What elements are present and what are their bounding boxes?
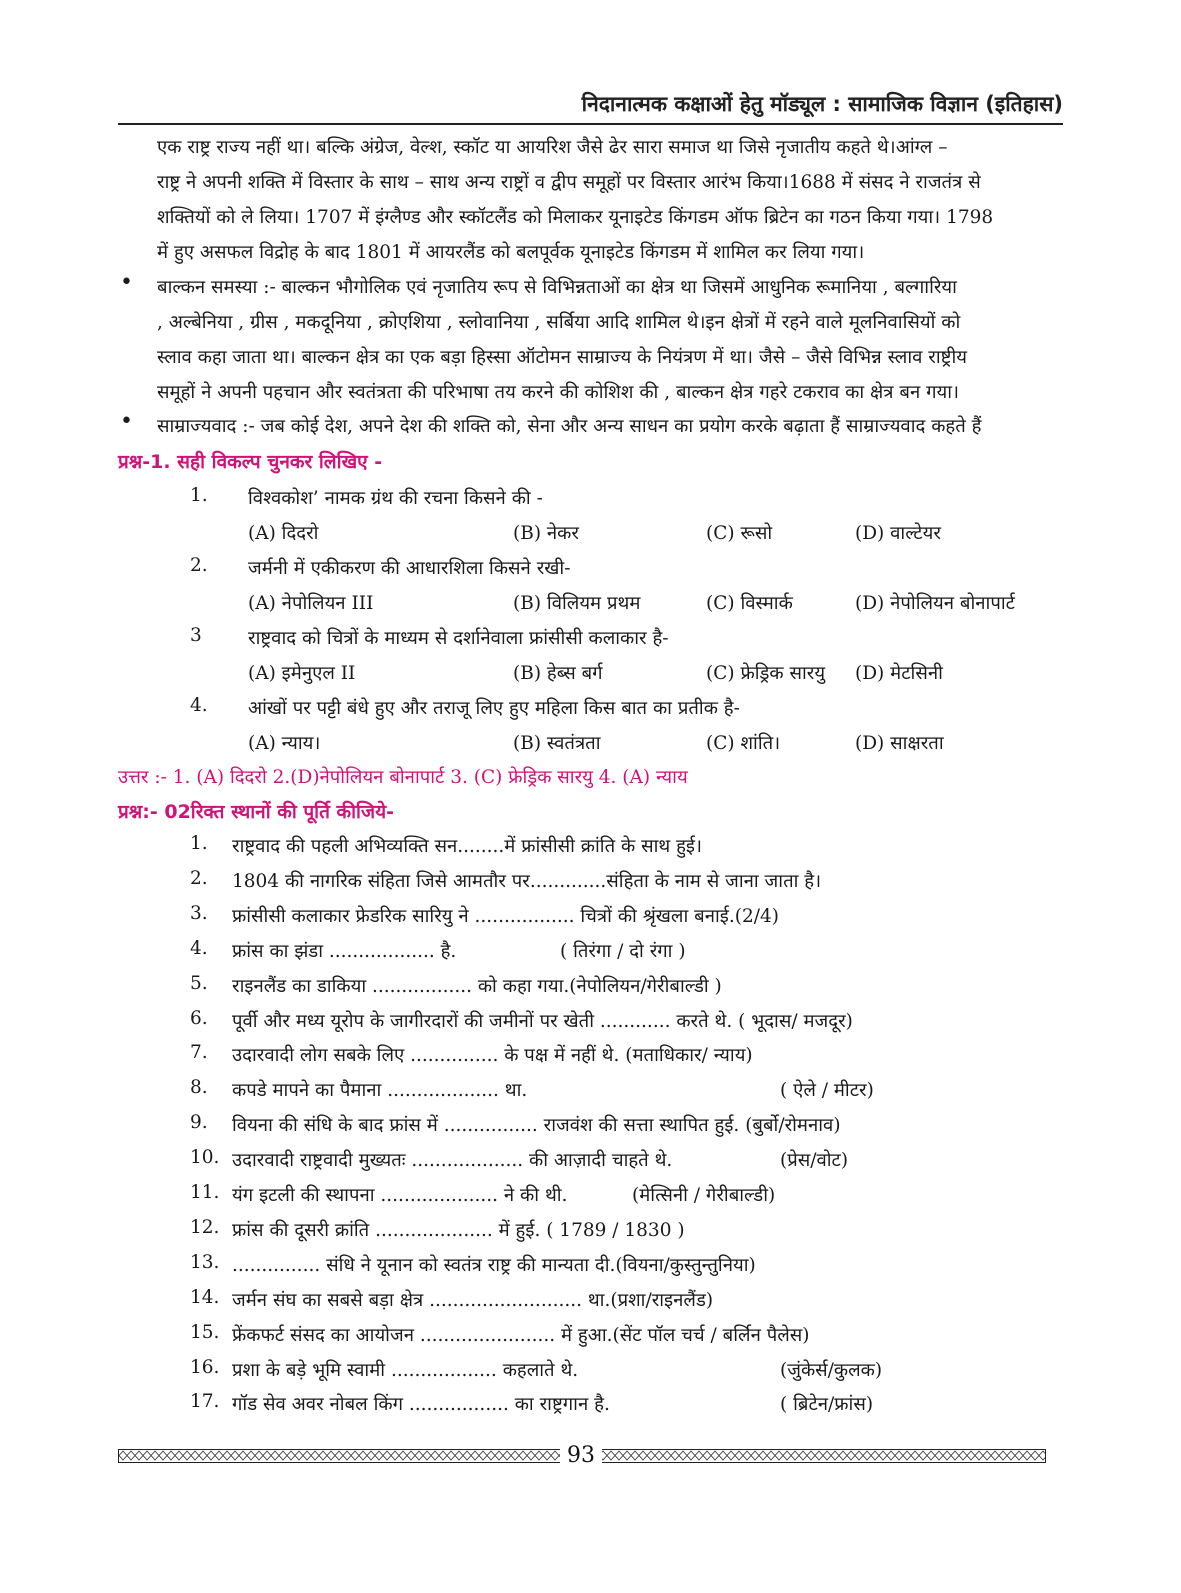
mcq-option-b: (B) हेब्स बर्ग: [513, 663, 603, 684]
running-header-title: निदानात्मक कक्षाओं हेतु मॉड्यूल : सामाजिक विज्ञान (इतिहास): [581, 92, 1063, 116]
blank-statement: जर्मन संघ का सबसे बड़ा क्षेत्र .......................... था.(प्रशा/राइनलैंड): [232, 1289, 714, 1311]
blank-options-hint: (जुंकेर्स/कुलक): [780, 1359, 883, 1381]
question-2-heading: प्रश्न:- 02रिक्त स्थानों की पूर्ति कीजिये-: [118, 801, 394, 823]
mcq-option-d: (D) साक्षरता: [855, 733, 944, 754]
mcq-option-d: (D) वाल्टेयर: [855, 523, 941, 544]
blank-statement: प्रशा के बड़े भूमि स्वामी .................. कहलाते थे.: [232, 1359, 579, 1381]
paragraph-line: , अल्बेनिया , ग्रीस , मकदूनिया , क्रोएशिया , स्लोवानिया , सर्बिया आदि शामिल थे।इन क्षेत्रों में रहने वाले मूलनिवासियों को: [157, 312, 961, 333]
paragraph-line: राष्ट्र ने अपनी शक्ति में विस्तार के साथ – साथ अन्य राष्ट्रों व द्वीप समूहों पर विस्तार आरंभ किया।1688 में संसद ने राजतंत्र से: [157, 172, 981, 193]
mcq-question: राष्ट्रवाद को चित्रों के माध्यम से दर्शानेवाला फ्रांसीसी कलाकार है-: [248, 628, 669, 649]
paragraph-line: में हुए असफल विद्रोह के बाद 1801 में आयरलैंड को बलपूर्वक यूनाइटेड किंगडम में शामिल कर लिया गया।: [157, 242, 865, 263]
blank-statement: उदारवादी लोग सबके लिए ............... के पक्ष में नहीं थे. (मताधिकार/ न्याय): [232, 1045, 753, 1067]
mcq-option-a: (A) न्याय।: [248, 733, 321, 754]
bullet-dot: •: [120, 270, 133, 295]
mcq-option-d: (D) मेटसिनी: [855, 663, 943, 684]
mcq-option-c: (C) रूसो: [706, 523, 773, 544]
mcq-option-b: (B) विलियम प्रथम: [513, 593, 641, 614]
blank-statement: पूर्वी और मध्य यूरोप के जागीरदारों की जमीनों पर खेती ............ करते थे. ( भूदास/ मजदूर): [232, 1010, 853, 1032]
paragraph-line: साम्राज्यवाद :- जब कोई देश, अपने देश की शक्ति को, सेना और अन्य साधन का प्रयोग करके बढ़ाता हैं साम्राज्यवाद कहते हैं: [157, 416, 982, 437]
blank-number: 15.: [190, 1321, 220, 1343]
answer-key: उत्तर :- 1. (A) दिदरो 2.(D)नेपोलियन बोनापार्ट 3. (C) फ्रेड्रिक सारयु 4. (A) न्याय: [118, 767, 688, 788]
blank-number: 8.: [190, 1077, 208, 1099]
blank-statement: फ्रेंकफर्ट संसद का आयोजन ....................... में हुआ.(सेंट पॉल चर्च / बर्लिन पैलेस): [232, 1324, 810, 1346]
blank-number: 1.: [190, 833, 208, 854]
header-divider: [118, 123, 1063, 125]
mcq-option-b: (B) स्वतंत्रता: [513, 733, 601, 754]
blank-statement: यंग इटली की स्थापना .................... ने की थी.: [232, 1185, 568, 1206]
mcq-option-b: (B) नेकर: [513, 523, 579, 544]
blank-number: 6.: [190, 1007, 208, 1029]
paragraph-line: शक्तियों को ले लिया। 1707 में इंग्लैण्ड और स्कॉटलैंड को मिलाकर यूनाइटेड किंगडम ऑफ ब्रिटेन का गठन किया गया। 1798: [157, 207, 994, 228]
blank-number: 9.: [190, 1112, 208, 1134]
bullet-balkan-problem: [157, 270, 1062, 410]
blank-statement: उदारवादी राष्ट्रवादी मुख्यतः ................... की आज़ादी चाहते थे.: [232, 1150, 673, 1172]
blank-statement: वियना की संधि के बाद फ्रांस में ................ राजवंश की सत्ता स्थापित हुई. (बुर्बो/रोमनाव): [232, 1115, 841, 1137]
page-number: 93: [560, 1440, 602, 1472]
intro-paragraph: [157, 130, 1057, 270]
mcq-question: जर्मनी में एकीकरण की आधारशिला किसने रखी-: [248, 558, 571, 579]
blank-statement: कपडे मापने का पैमाना ................... था.: [232, 1080, 528, 1102]
blank-options-hint: ( ब्रिटेन/फ्रांस): [780, 1394, 874, 1416]
blank-statement: फ्रांस की दूसरी क्रांति .................... में हुई. ( 1789 / 1830 ): [232, 1219, 685, 1241]
paragraph-line: बाल्कन समस्या :- बाल्कन भौगोलिक एवं नृजातिय रूप से विभिन्नताओं का क्षेत्र था जिसमें आधुनिक रूमानिया , बल्गारिया: [157, 277, 957, 298]
blank-number: 5.: [190, 972, 208, 994]
blank-options-hint: (मेत्सिनी / गेरीबाल्डी): [632, 1185, 776, 1206]
mcq-option-a: (A) नेपोलियन III: [248, 593, 374, 614]
paragraph-line: स्लाव कहा जाता था। बाल्कन क्षेत्र का एक बड़ा हिस्सा ऑटोमन साम्राज्य के नियंत्रण में था। जैसे – जैसे विभिन्न स्लाव राष्ट्रीय: [157, 347, 967, 368]
blank-statement: फ्रांस का झंडा .................. है.: [232, 940, 457, 962]
blank-options-hint: ( तिरंगा / दो रंगा ): [560, 940, 686, 962]
mcq-number: 2.: [190, 555, 208, 576]
blank-number: 4.: [190, 937, 208, 959]
blank-number: 10.: [190, 1147, 220, 1169]
mcq-option-c: (C) शांति।: [706, 733, 781, 754]
mcq-question: विश्वकोश’ नामक ग्रंथ की रचना किसने की -: [248, 488, 543, 509]
mcq-option-a: (A) इमेनुएल II: [248, 663, 356, 684]
blank-number: 3.: [190, 902, 208, 924]
blank-statement: 1804 की नागरिक संहिता जिसे आमतौर पर.............संहिता के नाम से जाना जाता है।: [232, 870, 822, 892]
bullet-dot: •: [120, 409, 133, 434]
blank-statement: ............... संधि ने यूनान को स्वतंत्र राष्ट्र की मान्यता दी.(वियना/कुस्तुन्तुनिया): [232, 1254, 756, 1276]
paragraph-line: एक राष्ट्र राज्य नहीं था। बल्कि अंग्रेज, वेल्श, स्कॉट या आयरिश जैसे ढेर सारा समाज था जिसे नृजातीय कहते थे।आंग्ल –: [157, 137, 948, 158]
mcq-option-d: (D) नेपोलियन बोनापार्ट: [855, 593, 1015, 614]
blank-number: 12.: [190, 1216, 220, 1238]
mcq-option-c: (C) विस्मार्क: [706, 593, 793, 614]
blank-statement: फ्रांसीसी कलाकार फ्रेडरिक सारियु ने ................. चित्रों की श्रृंखला बनाई.(2/4): [232, 905, 779, 927]
blank-options-hint: ( ऐले / मीटर): [780, 1080, 874, 1102]
blank-statement: राइनलैंड का डाकिया ................. को कहा गया.(नेपोलियन/गेरीबाल्डी ): [232, 975, 722, 997]
question-1-heading: प्रश्न-1. सही विकल्प चुनकर लिखिए -: [118, 451, 383, 473]
mcq-question: आंखों पर पट्टी बंधे हुए और तराजू लिए हुए महिला किस बात का प्रतीक है-: [248, 698, 740, 719]
blank-number: 2.: [190, 867, 208, 889]
bullet-imperialism: [157, 409, 1062, 444]
mcq-option-a: (A) दिदरो: [248, 523, 319, 544]
blank-statement: राष्ट्रवाद की पहली अभिव्यक्ति सन........में फ्रांसीसी क्रांति के साथ हुई।: [232, 836, 703, 857]
blank-options-hint: (प्रेस/वोट): [780, 1150, 849, 1172]
mcq-number: 3: [190, 625, 202, 646]
mcq-number: 4.: [190, 695, 208, 716]
blank-statement: गॉड सेव अवर नोबल किंग ................. का राष्ट्रगान है.: [232, 1394, 610, 1416]
mcq-option-c: (C) फ्रेड्रिक सारयु: [706, 663, 826, 684]
mcq-number: 1.: [190, 485, 208, 506]
paragraph-line: समूहों ने अपनी पहचान और स्वतंत्रता की परिभाषा तय करने की कोशिश की , बाल्कन क्षेत्र गहरे टकराव का क्षेत्र बन गया।: [157, 382, 960, 403]
blank-number: 13.: [190, 1251, 220, 1273]
blank-number: 14.: [190, 1286, 220, 1308]
blank-number: 11.: [190, 1182, 220, 1203]
blank-number: 16.: [190, 1356, 220, 1378]
blank-number: 17.: [190, 1391, 220, 1413]
blank-number: 7.: [190, 1042, 208, 1064]
